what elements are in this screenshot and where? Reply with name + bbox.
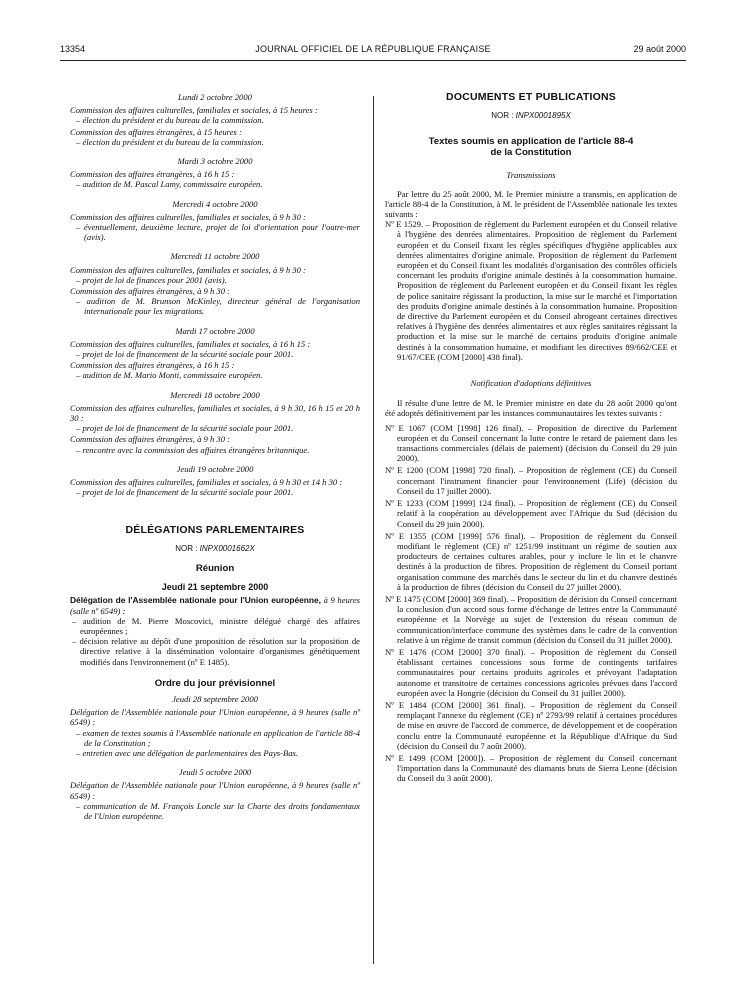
subsection-ordre-du-jour: Ordre du jour prévisionnel: [154, 677, 276, 689]
schedule-day: [70, 92, 360, 147]
subsection-title-line: Textes soumis en application de l'article 88-4: [428, 136, 634, 148]
day-heading: Mardi 3 octobre 2000: [177, 156, 253, 167]
entry-heading: Commission des affaires culturelles, familiales et sociales, à 9 h 30 :: [70, 264, 306, 275]
entry-heading: Commission des affaires étrangères, à 15 heures :: [70, 126, 242, 137]
nor-reference: [385, 111, 677, 121]
notification-intro: Il résulte d'une lettre de M. le Premier ministre en date du 28 août 2000 qu'ont été adoptés définitivement par les instances communautaires les textes suivants :: [385, 398, 677, 419]
page-number: 13354: [60, 44, 86, 54]
entry-heading: Commission des affaires culturelles, familiales et sociales, à 9 h 30, 16 h 15 et 20 h 30 :: [70, 402, 360, 424]
entry-item: – audition de M. Mario Monti, commissaire européen.: [76, 370, 263, 381]
subsection-title-textes: [385, 137, 677, 158]
entry-item: – éventuellement, deuxième lecture, projet de loi d'orientation pour l'outre-mer (avis).: [76, 222, 360, 243]
agenda-entry: [70, 707, 360, 758]
agenda-entry: [70, 477, 360, 497]
entry-item: – élection du président et du bureau de la commission.: [76, 136, 264, 147]
header-rule: [60, 60, 686, 61]
agenda-entry: [70, 360, 360, 380]
entry-heading: Commission des affaires culturelles, familiales et sociales, à 16 h 15 :: [70, 338, 311, 349]
adoption-entry: Nº E 1475 (COM [2000] 369 final). – Proposition de décision du Conseil concernant la conclusion d'un accord sous forme d'échange de lettres entre la Communauté européenne et la Norvège au sujet de l'extension du réseau commun de communication/interface commune des systèmes dans le cadre de la convention relative à un régime de transit commun (décision du Conseil du 31 juillet 2000).: [385, 593, 677, 645]
entry-heading: Commission des affaires culturelles, familiales et sociales, à 15 heures :: [70, 105, 318, 116]
adoption-entry: Nº E 1233 (COM [1999] 124 final). – Proposition de règlement (CE) du Conseil relatif à la coopération au développement avec l'Afrique du Sud (décision du Conseil du 29 juin 2000).: [385, 498, 677, 529]
entry-item: – élection du président et du bureau de la commission.: [76, 115, 264, 126]
entry-item: – projet de loi de financement de la sécurité sociale pour 2001.: [76, 349, 294, 360]
nor-reference: [70, 544, 360, 554]
entry-item: – audition de M. Pierre Moscovici, ministre délégué chargé des affaires européennes ;: [72, 615, 360, 636]
agenda-entry: [70, 286, 360, 317]
schedule-day: [70, 390, 360, 455]
entry-heading: Commission des affaires culturelles, familiales et sociales, à 9 h 30 :: [70, 211, 306, 222]
schedule-day: [70, 326, 360, 381]
entry-item: – projet de loi de financement de la sécurité sociale pour 2001.: [76, 487, 294, 498]
schedule-day: [70, 156, 360, 190]
heading-notification: Notification d'adoptions définitives: [470, 378, 592, 389]
nor-id: INPX0001662X: [199, 543, 255, 553]
entry-heading: Commission des affaires culturelles, familiales et sociales, à 9 h 30 et 14 h 30 :: [70, 477, 343, 488]
adoption-entry: Nº E 1476 (COM [2000] 370 final). – Proposition de règlement du Conseil établissant certaines concessions sous forme de contingents tarifaires communautaires pour certains produits agricoles et prévoyant l'adaptation autonome et transitoire de certaines concessions agricoles prévues dans l'accord européen avec la Hongrie (décision du Conseil du 31 juillet 2000).: [385, 646, 677, 698]
section-title-documents: DOCUMENTS ET PUBLICATIONS: [446, 91, 616, 103]
column-divider: [373, 96, 374, 964]
nor-label: NOR :: [175, 543, 198, 553]
agenda-entry: [70, 339, 360, 359]
agenda-entry: [70, 127, 360, 147]
day-heading: Mercredi 11 octobre 2000: [170, 251, 260, 262]
adoption-entry: Nº E 1499 (COM [2000]). – Proposition de règlement du Conseil concernant l'importation dans la Communauté des diamants bruts de Sierra Leone (décision du Conseil du 3 août 2000).: [385, 752, 677, 784]
transmission-intro: Par lettre du 25 août 2000, M. le Premier ministre a transmis, en application de l'article 88-4 de la Constitution, à M. le président de l'Assemblée nationale les textes suivants :: [385, 188, 677, 220]
section-title-delegations: DÉLÉGATIONS PARLEMENTAIRES: [125, 523, 305, 536]
agenda-entry: [70, 265, 360, 285]
agenda-entry: [70, 169, 360, 189]
left-column: [70, 92, 360, 822]
schedule-day: [70, 199, 360, 243]
heading-transmissions: Transmissions: [506, 170, 556, 181]
entry-heading: Délégation de l'Assemblée nationale pour l'Union européenne, à 9 heures (salle nº 6549) :: [70, 780, 360, 801]
day-heading: Jeudi 5 octobre 2000: [178, 767, 252, 778]
entry-item: – audition de M. Brunson McKinley, directeur général de l'organisation internationale pour les migrations.: [76, 296, 360, 317]
day-heading: Mardi 17 octobre 2000: [175, 325, 255, 336]
entry-heading: Commission des affaires étrangères, à 16 h 15 :: [70, 360, 235, 371]
schedule-day: [70, 251, 360, 316]
entry-heading: Commission des affaires étrangères, à 16 h 15 :: [70, 169, 235, 180]
entry-item: – décision relative au dépôt d'une proposition de résolution sur la proposition de directive relative à la dissémination volontaire d'organismes génétiquement modifiés dans l'environnement (nº E 1485).: [72, 636, 360, 667]
adoption-entry: Nº E 1355 (COM [1999] 576 final). – Proposition de règlement du Conseil modifiant le règlement (CE) nº 1251/99 instituant un régime de soutien aux producteurs de certaines cultures arables, pour y inclure le lin et le chanvre destinés à la production de fibres. Proposition de règlement du Conseil portant organisation commune des marchés dans le secteur du lin et du chanvre destinés à la production de fibres (décision du Conseil du 27 juillet 2000).: [385, 530, 677, 592]
entry-heading: Délégation de l'Assemblée nationale pour l'Union européenne, à 9 heures (salle nº 6549) :: [70, 707, 360, 728]
delegation-name: Délégation de l'Assemblée nationale pour l'Union européenne,: [70, 595, 321, 606]
adoption-entry: Nº E 1067 (COM [1998] 126 final). – Proposition de directive du Parlement européen et du Conseil concernant la lutte contre le retard de paiement dans les transactions commerciales (délais de paiement) (décision du Conseil du 29 juin 2000).: [385, 422, 677, 464]
right-column: [385, 92, 677, 786]
issue-date: 29 août 2000: [633, 44, 686, 54]
page-header: [60, 44, 686, 58]
entry-item: – projet de loi de finances pour 2001 (avis).: [76, 274, 227, 285]
entry-item: – projet de loi de financement de la sécurité sociale pour 2001.: [76, 423, 294, 434]
day-heading: Jeudi 28 septembre 2000: [172, 693, 258, 704]
subsection-reunion: Réunion: [195, 562, 235, 574]
subsection-title-line: de la Constitution: [490, 146, 572, 158]
agenda-entry: [70, 780, 360, 821]
agenda-entry: [70, 434, 360, 454]
adoption-entry: Nº E 1200 (COM [1998] 720 final). – Proposition de règlement (CE) du Conseil concernant l'instrument financier pour l'environnement (Life) (décision du Conseil du 17 juillet 2000).: [385, 465, 677, 496]
text-entry-e1529: Nº E 1529. – Proposition de règlement du Parlement européen et du Conseil relative à l'hygiène des denrées alimentaires. Proposition de règlement du Parlement européen et du Conseil fixant les règles spécifiques d'hygiène applicables aux denrées alimentaires d'origine animale. Proposition de règlement du Parlement européen et du Conseil fixant les modalités d'organisation des contrôles officiels concernant les produits d'origine animale destinés à la consommation humaine. Proposition de règlement du Parlement européen et du Conseil fixant les règles de police sanitaire régissant la production, la mise sur le marché et l'importation des produits d'origine animale destinés à la consommation humaine. Proposition de directive du Parlement européen et du Conseil abrogeant certaines directives relatives à l'hygiène des denrées alimentaires et aux règles sanitaires régissant la production et la mise sur le marché de certains produits d'origine animale destinés à la consommation humaine, et modifiant les directives 89/662/CEE et 91/67/CEE (COM [2000] 438 final).: [385, 219, 677, 362]
schedule-day: [70, 464, 360, 498]
day-heading: Mercredi 18 octobre 2000: [170, 389, 260, 400]
agenda-entry: [70, 212, 360, 243]
day-heading: Jeudi 19 octobre 2000: [176, 463, 254, 474]
entry-item: – rencontre avec la commission des affaires étrangères britannique.: [76, 444, 310, 455]
agenda-entry: [70, 403, 360, 434]
entry-item: – audition de M. Pascal Lamy, commissaire européen.: [76, 179, 263, 190]
entry-item: – entretien avec une délégation de parlementaires des Pays-Bas.: [76, 747, 299, 758]
adoption-entry: Nº E 1484 (COM [2000] 361 final). – Proposition de règlement du Conseil remplaçant l'annexe du règlement (CE) nº 2793/99 relatif à certaines procédures de mise en œuvre de l'accord de commerce, de développement et de coopération conclu entre la Communauté européenne et la République d'Afrique du Sud (décision du Conseil du 7 août 2000).: [385, 699, 677, 751]
delegation-time: à 9 heures (salle nº 6549) :: [70, 595, 360, 616]
day-heading: Lundi 2 octobre 2000: [178, 92, 252, 102]
entry-heading: Commission des affaires étrangères, à 9 h 30 :: [70, 434, 231, 445]
journal-title: JOURNAL OFFICIEL DE LA RÉPUBLIQUE FRANÇAISE: [255, 44, 491, 54]
entry-item: – communication de M. François Loncle sur la Charte des droits fondamentaux de l'Union européenne.: [76, 800, 360, 821]
delegation-entry: [70, 595, 360, 615]
nor-label: NOR :: [491, 111, 514, 121]
agenda-entry: [70, 105, 360, 125]
day-heading: Mercredi 4 octobre 2000: [172, 198, 258, 209]
nor-id: INPX0001895X: [515, 111, 571, 121]
adoption-list: [385, 423, 677, 784]
entry-heading: Commission des affaires étrangères, à 9 h 30 :: [70, 286, 231, 297]
day-heading: Jeudi 21 septembre 2000: [161, 582, 269, 593]
entry-item: – examen de textes soumis à l'Assemblée nationale en application de l'article 88-4 de la Constitution ;: [76, 727, 360, 748]
